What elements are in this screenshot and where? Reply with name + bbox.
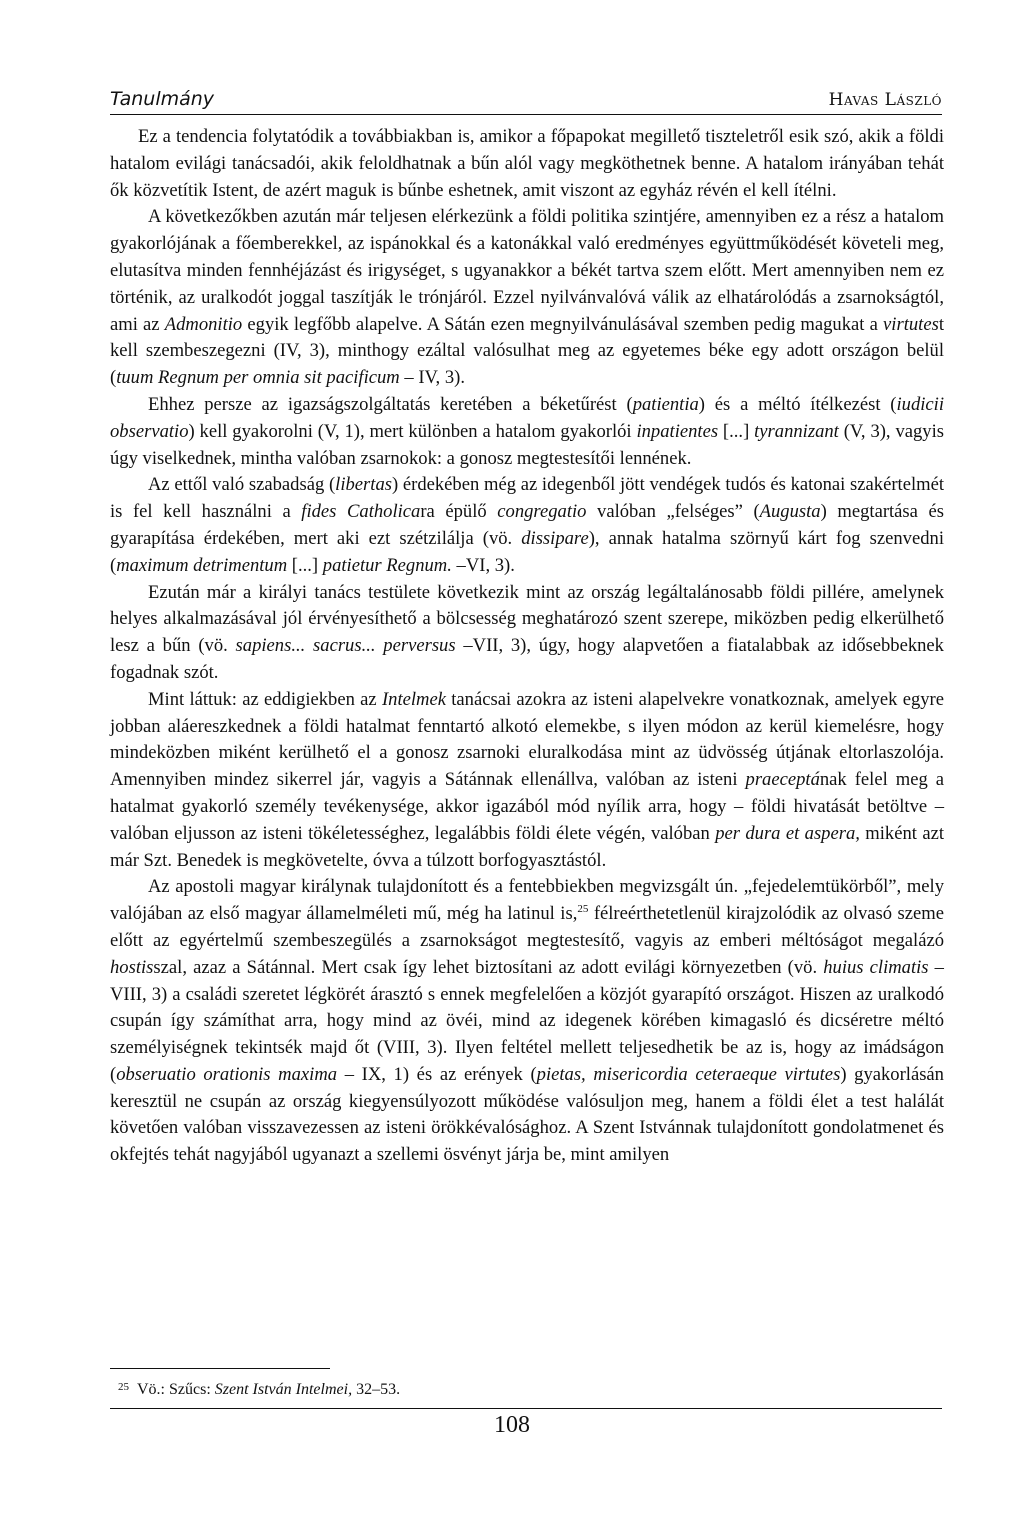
latin-term: Augusta (759, 501, 821, 523)
latin-term: hostis (110, 956, 154, 978)
paragraph (110, 687, 944, 875)
text-run: szal, azaz a Sátánnal. Mert csak így lehet biztosítani az adott evilági környezetben (vö. (153, 956, 824, 978)
text-run: – IX, 1) és az erények ( (337, 1063, 537, 1085)
latin-term: patientia (632, 393, 699, 415)
text-run: (V, 3), vagyis úgy viselkednek, mintha valóban zsarnokok: a gonosz megtestesítői lennének. (110, 420, 944, 469)
text-run: ra épülő (420, 501, 498, 523)
latin-term: iudicii observatio (110, 393, 945, 442)
text-run: Ehhez persze az igazságszolgáltatás keretében a béketűrést ( (148, 393, 633, 415)
header-author-name: Havas László (828, 90, 942, 110)
text-run: –VI, 3). (451, 554, 515, 576)
latin-term: Admonitio (164, 313, 243, 335)
latin-term: inpatientes (636, 420, 719, 442)
text-run: félreérthetetlenül kirajzolódik az olvasó szeme előtt az egyértelmű szembeszegülés a zsarnokságot megtestesítő, vagyis az emberi méltóságot megalázó (110, 903, 944, 951)
latin-term: per dura et aspera, (715, 822, 860, 844)
latin-term: huius climatis (823, 956, 929, 978)
latin-term: praeceptá (745, 769, 820, 791)
text-run: Az ettől való szabadság ( (148, 474, 336, 496)
latin-term: libertas (335, 474, 392, 496)
text-run: egyik legfőbb alapelve. A Sátán ezen megnyilvánulásával szemben pedig magukat a (242, 313, 884, 335)
text-run: [...] (718, 420, 755, 442)
paragraph (110, 472, 944, 579)
latin-term: Szent István Intelmei, (214, 1381, 353, 1398)
latin-term: virtutes (883, 313, 939, 335)
latin-term: dissipare (521, 527, 589, 549)
text-run: ) gyakorlásán keresztül ne csupán az ország kiegyensúlyozott működése valósuljon meg, hanem a földi élet a test halálát követően valóban visszavezessen az isteni örökkévalósághoz. A Szent Istvánnak tulajdonított gondolatmenet és okfejtés tehát nagyjából ugyanazt a szellemi ösvényt járja be, mint amilyen (110, 1063, 944, 1166)
text-run: ), annak hatalma szörnyű kárt fog szenvedni ( (110, 527, 944, 576)
text-run: t kell szembeszegezni (IV, 3), minthogy ezáltal valósulhat meg az egyetemes béke egy adott országon belül ( (110, 313, 944, 389)
footer-rule (110, 1408, 942, 1409)
text-run: miként azt már Szt. Benedek is megkövetelte, óvva a túlzott borfogyasztástól. (110, 822, 944, 871)
text-run: – VIII, 3) a családi szeretet légkörét árasztó s ennek megfelelően a közjót gyarapító országot. Hiszen az uralkodó csupán így számíthat arra, hogy mind az övéi, mind az idegenek körében kimagasló és dicséretre méltó személyiségnek tekintsék majd őt (VIII, 3). Ilyen feltétel mellett teljesedhetik be az is, hogy az imádságon ( (110, 956, 944, 1085)
footnote (118, 1376, 938, 1401)
text-run: ) megtartása és gyarapítása érdekében, mert aki ezt szétzilálja (vö. (110, 501, 944, 549)
running-header (110, 88, 942, 115)
footnote-text (137, 1381, 400, 1398)
text-run: Mint láttuk: az eddigiekben az (148, 688, 382, 710)
text-run: Vö.: Szűcs: (137, 1381, 215, 1398)
text-run: [...] (287, 554, 323, 576)
paragraph (110, 580, 944, 687)
text-run: Az apostoli magyar királynak tulajdonított és a fentebbiekben megvizsgált ún. „fejedelemtükörből”, mely valójában az első magyar államelméleti mű, még ha latinul is, (110, 876, 944, 925)
latin-term: sapiens... sacrus... perversus (235, 635, 456, 657)
latin-term: Intelmek (381, 688, 446, 710)
footnote-number: 25 (118, 1381, 129, 1393)
text-run: ) kell gyakorolni (V, 1), mert különben a hatalom gyakorlói (188, 420, 637, 442)
latin-term: fides Catholica (301, 501, 421, 523)
text-run: valóban „felséges” ( (586, 501, 760, 523)
footnote-reference: 25 (577, 903, 589, 916)
latin-term: congregatio (497, 501, 587, 523)
text-run: Ez a tendencia folytatódik a továbbiakban is, amikor a főpapokat megillető tiszteletről esik szó, akik a földi hatalom evilági tanácsadói, akik feloldhatnak a bűn alól vagy megköthetnek benne. A hatalom irányában tehát ők közvetítik Istent, de azért maguk is bűnbe eshetnek, amit viszont az egyház révén el kell ítélni. (110, 126, 944, 201)
latin-term: patietur Regnum. (322, 554, 452, 576)
paragraph (110, 392, 944, 472)
text-run: A következőkben azután már teljesen elérkezünk a földi politika szintjére, amennyiben ez a rész a hatalom gyakorlójának a főemberekkel, az ispánokkal és a katonákkal való eredményes együttműködését követeli meg, elutasítva minden fennhéjázást és irigységet, s ugyanakkor a békét tartva szem előtt. Mert amennyiben nem ez történik, az uralkodót joggal taszítják le trónjáról. Ezzel nyilvánvalóvá válik az elhatárolódás a zsarnokságtól, ami az (110, 206, 944, 335)
footnote-separator (110, 1368, 330, 1369)
text-run: tanácsai azokra az isteni alapelvekre vonatkoznak, amelyek egyre jobban aláereszkednek a földi hatalmat fenntartó alkotó elemekbe, s ilyen módon az kerül kiemelésre, hogy mindeközben miként kerülhető el a gonosz zsarnoki eluralkodása mint az üdvösség útjának eltorlaszolója. Amennyiben mindez sikerrel jár, vagyis a Sátánnak ellenállva, valóban az isteni (110, 688, 945, 791)
text-run: – IV, 3). (399, 367, 465, 389)
latin-term: obseruatio orationis maxima (116, 1063, 338, 1085)
text-run: Ezután már a királyi tanács testülete következik mint az ország legáltalánosabb földi pillére, amelynek helyes alkalmazásával jól érvényesíthető a bölcsesség meghatározó szent szerepe, miközben pedig elkerülhető lesz a bűn (vö. (110, 581, 944, 657)
text-run: nak felel meg a hatalmat gyakorló személy tevékenysége, akkor igazából mód nyílik arra, hogy – földi hivatását betöltve – valóban eljusson az isteni tökéletességhez, legalábbis földi élete végén, valóban (110, 769, 944, 844)
paragraph (110, 204, 944, 392)
text-run: ) és a méltó ítélkezést ( (698, 393, 897, 415)
header-section-title: Tanulmány (110, 88, 215, 110)
latin-term: pietas, misericordia ceteraeque virtutes (536, 1063, 841, 1085)
latin-term: tuum Regnum per omnia sit pacificum (116, 367, 400, 389)
article-body (110, 124, 944, 1169)
latin-term: maximum detrimentum (116, 554, 288, 576)
latin-term: tyrannizant (754, 420, 839, 442)
paragraph (110, 124, 944, 204)
paragraph (110, 874, 944, 1169)
text-run: –VII, 3), úgy, hogy alapvetően a fiatalabbak az idősebbeknek fogadnak szót. (110, 635, 944, 683)
text-run: ) érdekében még az idegenből jött vendégek tudós és katonai szakértelmét is fel kell használni a (110, 474, 945, 523)
page-number: 108 (494, 1412, 530, 1438)
text-run: 32–53. (352, 1381, 401, 1398)
